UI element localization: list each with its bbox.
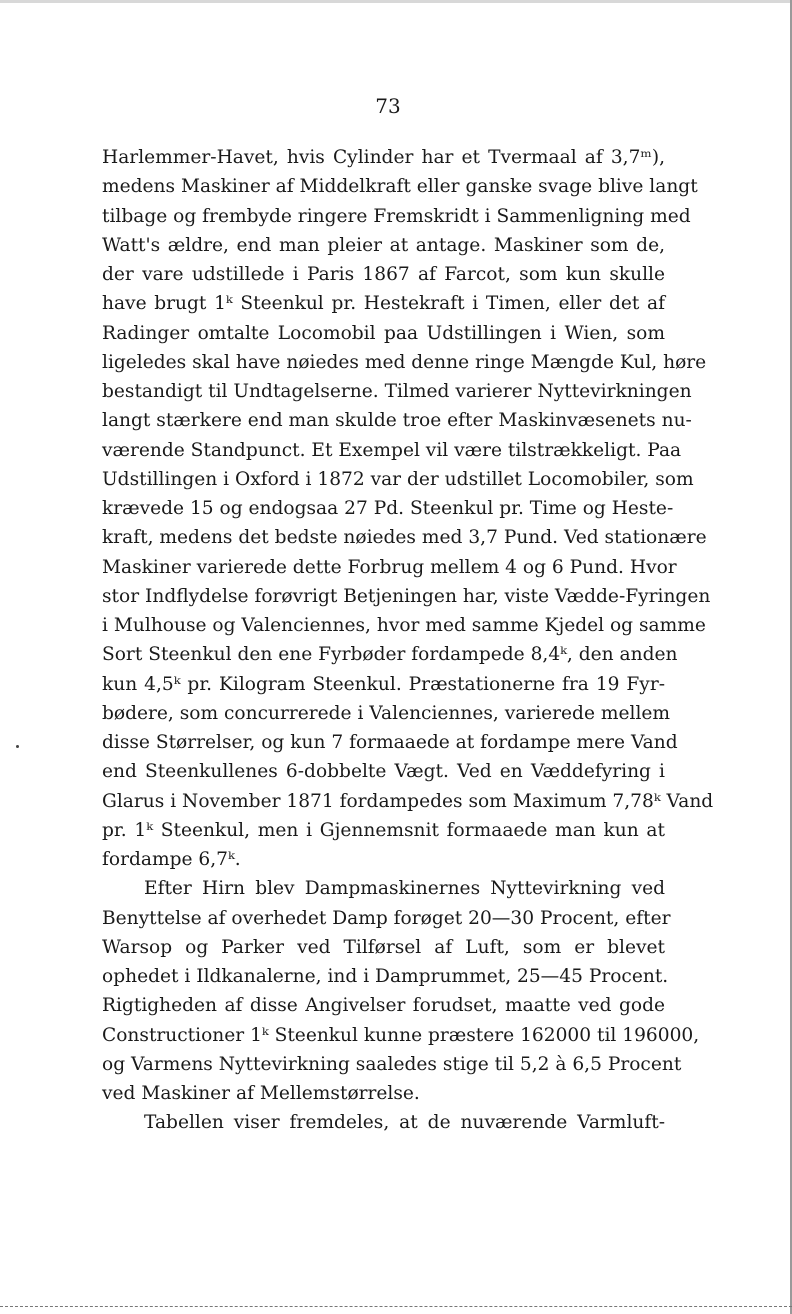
text-line: disse Størrelser, og kun 7 formaaede at fordampe mere Vand bbox=[102, 732, 678, 753]
text-line: der vare udstillede i Paris 1867 af Farcot, som kun skulle bbox=[102, 264, 665, 285]
text-line: og Varmens Nyttevirkning saaledes stige til 5,2 à 6,5 Procent bbox=[102, 1053, 682, 1075]
text-line: Glarus i November 1871 fordampedes som Maximum 7,78ᵏ Vand bbox=[102, 790, 714, 812]
text-line: end Steenkullenes 6-dobbelte Vægt. Ved en Væddefyring i bbox=[102, 761, 665, 783]
text-line: bestandigt til Undtagelserne. Tilmed varierer Nyttevirkningen bbox=[102, 381, 692, 402]
ink-speck bbox=[16, 745, 19, 748]
text-line: Efter Hirn blev Dampmaskinernes Nyttevirkning ved bbox=[144, 878, 665, 900]
text-line: Harlemmer-Havet, hvis Cylinder har et Tvermaal af 3,7ᵐ), bbox=[102, 147, 665, 168]
text-line: langt stærkere end man skulde troe efter Maskinvæsenets nu- bbox=[102, 410, 692, 432]
text-line: tilbage og frembyde ringere Fremskridt i Sammenligning med bbox=[102, 205, 691, 227]
page-number: 73 bbox=[375, 94, 401, 118]
text-line: medens Maskiner af Middelkraft eller ganske svage blive langt bbox=[102, 176, 698, 198]
text-line: i Mulhouse og Valenciennes, hvor med samme Kjedel og samme bbox=[102, 615, 706, 636]
text-line: kun 4,5ᵏ pr. Kilogram Steenkul. Præstationerne fra 19 Fyr- bbox=[102, 673, 665, 695]
text-line: ophedet i Ildkanalerne, ind i Damprummet, 25—45 Procent. bbox=[102, 966, 669, 987]
text-line: Benyttelse af overhedet Damp forøget 20—30 Procent, efter bbox=[102, 907, 671, 929]
text-line: Udstillingen i Oxford i 1872 var der udstillet Locomobiler, som bbox=[102, 468, 694, 490]
page-bottom-edge bbox=[0, 1306, 792, 1307]
text-line: Maskiner varierede dette Forbrug mellem 4 og 6 Pund. Hvor bbox=[102, 556, 677, 578]
text-line: Radinger omtalte Locomobil paa Udstillingen i Wien, som bbox=[102, 322, 665, 344]
text-line: pr. 1ᵏ Steenkul, men i Gjennemsnit formaaede man kun at bbox=[102, 819, 665, 841]
text-line: Sort Steenkul den ene Fyrbøder fordampede 8,4ᵏ, den anden bbox=[102, 644, 678, 666]
text-line: bødere, som concurrerede i Valenciennes, varierede mellem bbox=[102, 702, 671, 724]
text-line: stor Indflydelse forøvrigt Betjeningen har, viste Vædde-Fyringen bbox=[102, 585, 711, 607]
text-body bbox=[102, 143, 714, 1138]
text-line: Tabellen viser fremdeles, at de nuværende Varmluft- bbox=[144, 1112, 665, 1134]
text-line: kraft, medens det bedste nøiedes med 3,7 Pund. Ved stationære bbox=[102, 527, 707, 549]
text-line: ligeledes skal have nøiedes med denne ringe Mængde Kul, høre bbox=[102, 351, 707, 373]
text-line: have brugt 1ᵏ Steenkul pr. Hestekraft i Timen, eller det af bbox=[102, 293, 665, 315]
text-line: fordampe 6,7ᵏ. bbox=[102, 849, 241, 870]
text-line: ved Maskiner af Mellemstørrelse. bbox=[102, 1083, 420, 1104]
page-top-edge bbox=[0, 0, 792, 3]
text-line: Warsop og Parker ved Tilførsel af Luft, som er blevet bbox=[102, 936, 665, 958]
text-line: værende Standpunct. Et Exempel vil være tilstrækkeligt. Paa bbox=[102, 439, 682, 461]
text-line: Rigtigheden af disse Angivelser forudset, maatte ved gode bbox=[102, 995, 665, 1017]
text-line: Constructioner 1ᵏ Steenkul kunne præstere 162000 til 196000, bbox=[102, 1024, 700, 1046]
text-line: krævede 15 og endogsaa 27 Pd. Steenkul pr. Time og Heste- bbox=[102, 498, 674, 519]
text-line: Watt's ældre, end man pleier at antage. Maskiner som de, bbox=[102, 234, 665, 256]
